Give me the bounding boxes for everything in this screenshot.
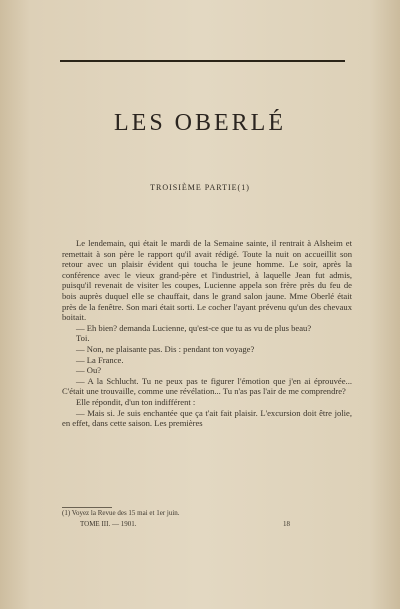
paragraph: — Mais si. Je suis enchantée que ça t'ait fait plaisir. L'excursion doit être jolie, en effet, dans cette saison. Les premières — [62, 407, 352, 429]
paragraph: — Ou? — [76, 365, 102, 376]
paragraph: — Eh bien? demanda Lucienne, qu'est-ce que tu as vu de plus beau? — [76, 322, 312, 333]
footnote-rule — [62, 507, 112, 508]
signature-mark: TOME III. — 1901. — [80, 520, 137, 528]
footnote-text: (1) Voyez la Revue des 15 mai et 1er juin. — [62, 509, 180, 517]
chapter-title: LES OBERLÉ — [114, 110, 286, 136]
paragraph: Le lendemain, qui était le mardi de la Semaine sainte, il rentrait à Alsheim et remettait à son père le rapport qu'il avait rédigé. Toute la nuit on accueillit son retour avec un plaisir évident qui toucha le jeune homme. Le soir, après la conférence avec le vieux grand-père et l'industriel, à laquelle Jean fut admis, puisqu'il revenait de visiter les coupes, Lucienne appela son frère près du feu de bois auprès duquel elle se chauffait, dans le grand salon jaune. Mme Oberlé était près de la fenêtre. Son mari était sorti. Le cocher l'ayant prévenu qu'un des chevaux boitait. — [62, 238, 352, 323]
paragraph: — La France. — [76, 354, 124, 365]
paragraph: — A la Schlucht. Tu ne peux pas te figurer l'émotion que j'en ai éprouvée... C'était une trouvaille, comme une révélation... Tu n'as pas l'air de me comprendre? — [62, 375, 352, 397]
folio-number: 18 — [283, 520, 290, 528]
paragraph: Elle répondit, d'un ton indifférent : — [76, 396, 196, 407]
paragraph: Toi. — [76, 333, 90, 344]
paragraph: — Non, ne plaisante pas. Dis : pendant ton voyage? — [76, 343, 255, 354]
part-heading: TROISIÈME PARTIE(1) — [150, 183, 250, 192]
top-rule — [60, 60, 345, 62]
footnote — [62, 509, 352, 518]
body-text — [62, 238, 352, 429]
